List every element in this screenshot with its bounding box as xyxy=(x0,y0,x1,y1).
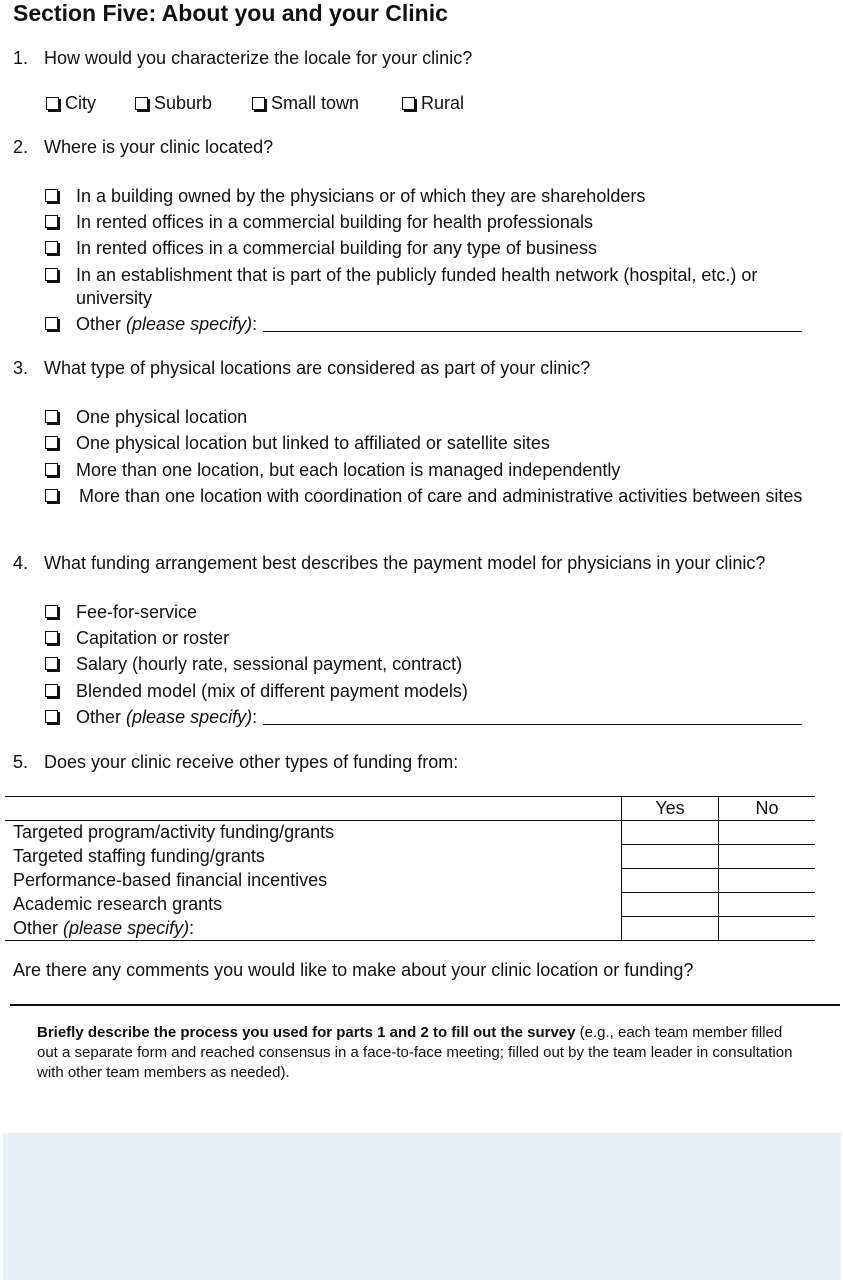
checkbox-icon[interactable] xyxy=(45,463,58,476)
q1-option-small-town[interactable]: Small town xyxy=(252,93,359,114)
checkbox-icon[interactable] xyxy=(45,241,58,254)
q1-text: How would you characterize the locale for your clinic? xyxy=(44,48,473,68)
checkbox-icon[interactable] xyxy=(45,710,58,723)
table-row xyxy=(5,893,815,917)
q2-number: 2. xyxy=(13,137,29,157)
no-cell[interactable] xyxy=(719,917,816,941)
no-cell[interactable] xyxy=(719,893,816,917)
q5-text: Does your clinic receive other types of funding from: xyxy=(44,752,459,772)
table-row xyxy=(5,869,815,893)
row-label-other: Other (please specify): xyxy=(5,917,622,941)
yes-cell[interactable] xyxy=(622,869,719,893)
q2-option[interactable]: In a building owned by the physicians or of which they are shareholders xyxy=(45,185,823,208)
checkbox-icon[interactable] xyxy=(45,489,58,502)
row-label: Targeted staffing funding/grants xyxy=(13,846,265,866)
q4-option-other[interactable]: Other (please specify): xyxy=(45,706,823,729)
q4-text: What funding arrangement best describes the payment model for physicians in your clinic? xyxy=(44,553,766,573)
divider xyxy=(10,1004,840,1006)
checkbox-icon[interactable] xyxy=(46,97,59,110)
funding-table xyxy=(5,796,815,941)
q3-option[interactable]: One physical location xyxy=(45,406,823,429)
q4-option[interactable]: Salary (hourly rate, sessional payment, contract) xyxy=(45,653,823,676)
column-no-header: No xyxy=(719,797,816,821)
checkbox-icon[interactable] xyxy=(45,436,58,449)
q4-option[interactable]: Capitation or roster xyxy=(45,627,823,650)
section-title: Section Five: About you and your Clinic xyxy=(13,0,448,26)
process-instructions: Briefly describe the process you used for parts 1 and 2 to fill out the survey (e.g., each team member filled out a separate form and reached consensus in a face-to-face meeting; filled out by the team leader in consultation with other team members as needed). xyxy=(37,1024,793,1081)
comments-prompt: Are there any comments you would like to make about your clinic location or funding? xyxy=(13,960,694,980)
q2-option[interactable]: In an establishment that is part of the publicly funded health network (hospital, etc.) or university xyxy=(45,264,823,310)
table-row xyxy=(5,821,815,845)
row-label: Performance-based financial incentives xyxy=(13,870,328,890)
yes-cell[interactable] xyxy=(622,893,719,917)
checkbox-icon[interactable] xyxy=(45,268,58,281)
column-yes-header: Yes xyxy=(622,797,719,821)
process-answer-box[interactable] xyxy=(3,1133,841,1280)
q1-number: 1. xyxy=(13,48,29,68)
checkbox-icon[interactable] xyxy=(45,631,58,644)
q2-option[interactable]: In rented offices in a commercial building for health professionals xyxy=(45,211,823,234)
q4-option[interactable]: Blended model (mix of different payment models) xyxy=(45,680,823,703)
q5-number: 5. xyxy=(13,752,29,772)
q3-number: 3. xyxy=(13,358,29,378)
no-cell[interactable] xyxy=(719,821,816,845)
q3-option[interactable]: One physical location but linked to affiliated or satellite sites xyxy=(45,432,823,455)
checkbox-icon[interactable] xyxy=(45,657,58,670)
checkbox-icon[interactable] xyxy=(45,605,58,618)
q4-other-specify-field[interactable] xyxy=(263,708,802,725)
q2-option-other[interactable]: Other (please specify): xyxy=(45,313,823,336)
no-cell[interactable] xyxy=(719,845,816,869)
row-label: Targeted program/activity funding/grants xyxy=(5,821,622,845)
q2-other-specify-field[interactable] xyxy=(263,315,802,332)
q3-option[interactable]: More than one location with coordination of care and administrative activities between sites xyxy=(45,485,823,508)
checkbox-icon[interactable] xyxy=(45,410,58,423)
checkbox-icon[interactable] xyxy=(45,684,58,697)
q1-option-city[interactable]: City xyxy=(46,93,96,114)
table-row xyxy=(5,917,815,941)
checkbox-icon[interactable] xyxy=(45,317,58,330)
q2-text: Where is your clinic located? xyxy=(44,137,274,157)
no-cell[interactable] xyxy=(719,869,816,893)
q3-text: What type of physical locations are considered as part of your clinic? xyxy=(44,358,591,378)
q2-option[interactable]: In rented offices in a commercial building for any type of business xyxy=(45,237,823,260)
yes-cell[interactable] xyxy=(622,845,719,869)
checkbox-icon[interactable] xyxy=(402,97,415,110)
q4-number: 4. xyxy=(13,553,29,573)
checkbox-icon[interactable] xyxy=(45,215,58,228)
table-row xyxy=(5,845,815,869)
q4-option[interactable]: Fee-for-service xyxy=(45,601,823,624)
row-label: Academic research grants xyxy=(13,894,223,914)
yes-cell[interactable] xyxy=(622,917,719,941)
q1-option-suburb[interactable]: Suburb xyxy=(135,93,212,114)
checkbox-icon[interactable] xyxy=(252,97,265,110)
checkbox-icon[interactable] xyxy=(45,189,58,202)
q1-option-rural[interactable]: Rural xyxy=(402,93,464,114)
q3-option[interactable]: More than one location, but each location is managed independently xyxy=(45,459,823,482)
yes-cell[interactable] xyxy=(622,821,719,845)
table-header-row xyxy=(5,797,815,821)
checkbox-icon[interactable] xyxy=(135,97,148,110)
